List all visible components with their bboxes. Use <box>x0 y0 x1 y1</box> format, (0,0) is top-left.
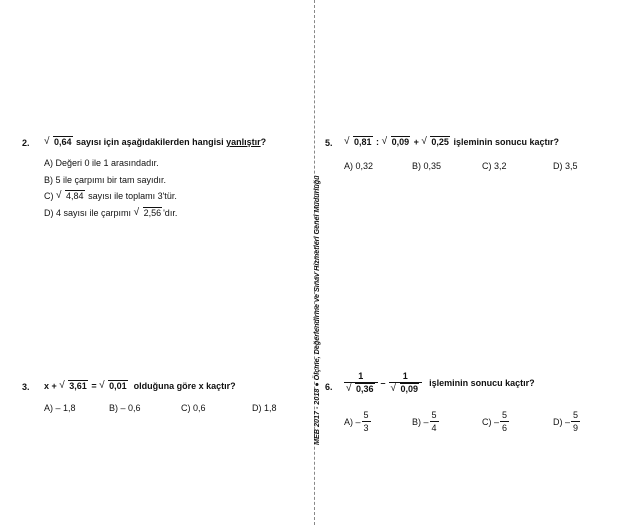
option-c[interactable]: C) 3,2 <box>482 161 507 171</box>
option-b[interactable]: B) – 0,6 <box>109 403 141 413</box>
question-number: 5. <box>325 138 333 148</box>
option-d[interactable]: D) 1,8 <box>252 403 277 413</box>
side-credit: MEB 2017 - 2018 ● Ölçme, Değerlendirme ve Sınav Hizmetleri Genel Müdürlüğü <box>312 175 321 445</box>
option-b[interactable]: B) 0,35 <box>412 161 442 171</box>
square-root: √ 0,64 <box>44 136 72 147</box>
square-root: √ 0,09 <box>381 136 410 147</box>
question-stem: x + √ 3,61 = √ 0,01 olduğuna göre x kaçtır? <box>44 380 236 391</box>
square-root: √ 3,61 <box>59 380 87 391</box>
square-root: √ 4,84 <box>56 190 84 201</box>
square-root: √ 0,81 <box>344 136 372 147</box>
option-a[interactable]: A) Değeri 0 ile 1 arasındadır. <box>44 158 159 168</box>
option-c[interactable]: C) – $\frac{5}{6}$ <box>482 410 508 433</box>
option-a[interactable]: A) – 1,8 <box>44 403 76 413</box>
question-stem: 1 √ 0,36 – 1 √ 0,09 işleminin sonucu kaçtır? <box>346 371 535 394</box>
option-d[interactable]: D) – $\frac{5}{9}$ <box>553 410 579 433</box>
square-root: √ 2,56 <box>133 207 162 218</box>
question-number: 3. <box>22 382 30 392</box>
option-c[interactable]: C) 0,6 <box>181 403 206 413</box>
option-b[interactable]: B) 5 ile çarpımı bir tam sayıdır. <box>44 175 167 185</box>
square-root: √ 0,01 <box>99 380 127 391</box>
fraction: 1 √ 0,36 <box>344 371 378 394</box>
option-d[interactable]: D) 3,5 <box>553 161 578 171</box>
question-stem: √ 0,81 : √ 0,09 + √ 0,25 işleminin sonucu kaçtır? <box>344 136 559 147</box>
option-d[interactable]: D) 4 sayısı ile çarpımı √ 2,56 'dır. <box>44 207 178 218</box>
option-b[interactable]: B) – $\frac{5}{4}$ <box>412 410 437 433</box>
question-number: 2. <box>22 138 30 148</box>
option-a[interactable]: A) – $\frac{5}{3}$ <box>344 410 369 433</box>
square-root: √ 0,25 <box>421 136 449 147</box>
option-a[interactable]: A) 0,32 <box>344 161 374 171</box>
question-stem: √ 0,64 sayısı için aşağıdakilerden hangisi yanlıştır? <box>44 136 267 147</box>
option-c[interactable]: C) √ 4,84 sayısı ile toplamı 3'tür. <box>44 190 177 201</box>
fraction: 1 √ 0,09 <box>389 371 423 394</box>
question-number: 6. <box>325 382 333 392</box>
